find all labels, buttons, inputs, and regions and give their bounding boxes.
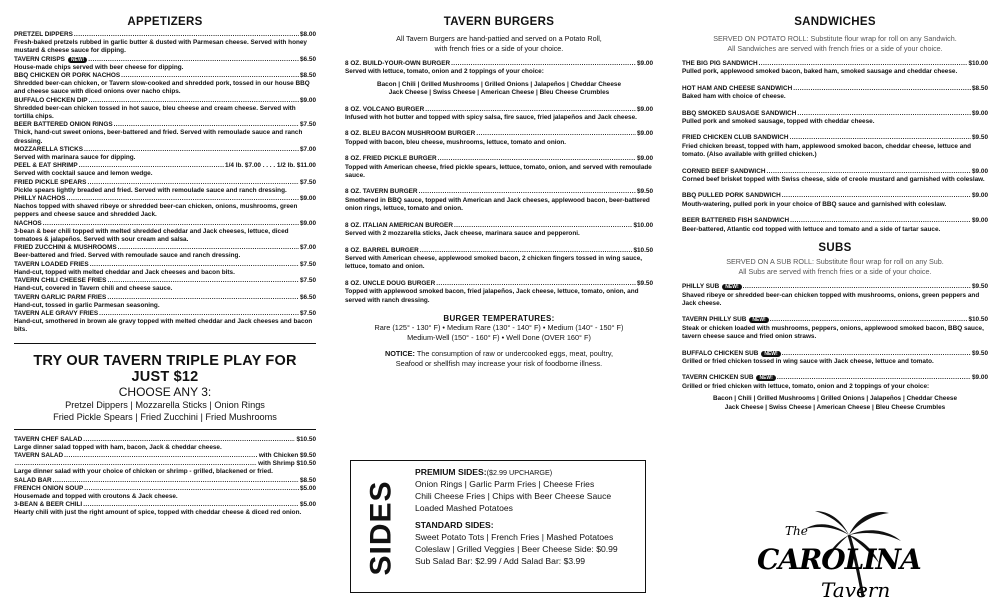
subs-list xyxy=(682,283,988,391)
dot-leader xyxy=(797,110,971,118)
menu-item-row xyxy=(345,222,653,230)
dot-leader xyxy=(118,244,299,252)
menu-item-price: $9.00 xyxy=(972,374,988,382)
dot-leader xyxy=(425,106,636,114)
menu-item-price: $9.50 xyxy=(637,188,653,196)
menu-item: FRENCH ONION SOUP ..... $5.00 xyxy=(14,485,316,493)
menu-item-desc: Corned beef brisket topped with Swiss cheese, side of creole mustard and garnished with coleslaw. xyxy=(682,176,985,184)
menu-item-row xyxy=(14,244,316,252)
menu-item-desc: Served with American cheese, applewood smoked bacon, 2 chicken fingers tossed in wing sauce, lettuce, tomato and onion. xyxy=(345,254,643,271)
menu-item-desc: Topped with American cheese, fried pickle spears, lettuce, tomato, onion, and served with remoulade sauce. xyxy=(345,163,652,180)
menu-item-name: HOT HAM AND CHEESE SANDWICH xyxy=(682,84,793,92)
logo-the: The xyxy=(785,524,808,538)
menu-item: 3-BEAN & BEER CHILI ..... $5.00 xyxy=(14,501,316,509)
dot-leader xyxy=(90,261,299,269)
menu-item xyxy=(682,217,988,234)
menu-item-name: PHILLY SUB xyxy=(682,283,720,291)
menu-item-row xyxy=(14,97,316,105)
menu-item-name: 8 OZ. FRIED PICKLE BURGER xyxy=(345,155,437,163)
dot-leader xyxy=(88,56,299,64)
dot-leader xyxy=(43,220,299,228)
dot-leader xyxy=(87,179,299,187)
menu-item-row xyxy=(14,277,316,285)
menu-item xyxy=(682,283,988,308)
menu-item-price: $10.00 xyxy=(633,221,653,229)
dot-leader xyxy=(420,247,633,255)
menu-item-desc: Hand-cut, smothered in brown ale gravy topped with melted cheddar and Jack cheeses and bacon bits. xyxy=(14,318,313,334)
menu-item-row xyxy=(682,134,988,142)
new-badge: NEW! xyxy=(761,351,780,357)
menu-item-price: $9.50 xyxy=(972,283,988,291)
menu-item-name: BUFFALO CHICKEN SUB xyxy=(682,349,759,357)
dot-leader xyxy=(84,146,299,154)
sub-toppings-1: Bacon | Chili | Grilled Mushrooms | Grilled Onions | Jalapeños | Cheddar Cheese xyxy=(712,395,958,403)
menu-item-price: $10.50 xyxy=(633,246,653,254)
menu-item-name: NACHOS xyxy=(14,219,42,227)
dot-leader xyxy=(782,192,971,200)
sub-toppings-2: Jack Cheese | Swiss Cheese | American Cheese | Bleu Cheese Crumbles xyxy=(724,403,946,411)
notice-text-2: Seafood or shellfish may increase your risk of foodborne illness. xyxy=(395,358,603,368)
menu-item-row xyxy=(14,31,316,39)
menu-item-desc: Hand-cut, tossed in garlic Parmesan seasoning. xyxy=(14,301,160,309)
side-line: Loaded Mashed Potatoes xyxy=(415,503,513,513)
menu-item-row xyxy=(682,85,988,93)
menu-item-price: $7.50 xyxy=(300,277,316,285)
new-badge: NEW! xyxy=(749,317,768,323)
menu-item xyxy=(14,244,316,260)
menu-item xyxy=(14,294,316,310)
dot-leader xyxy=(454,222,633,230)
side-line: Coleslaw | Grilled Veggies | Beer Cheese Side: $0.99 xyxy=(415,544,618,554)
sides-content xyxy=(415,467,643,567)
menu-item-name: BEER BATTERED ONION RINGS xyxy=(14,121,113,129)
dot-leader xyxy=(99,310,299,318)
menu-item xyxy=(682,192,988,209)
dot-leader xyxy=(793,85,971,93)
menu-item xyxy=(682,316,988,341)
menu-item-price: $7.50 xyxy=(300,178,316,186)
burger-toppings-1: Bacon | Chili | Grilled Mushrooms | Grilled Onions | Jalapeños | Cheddar Cheese xyxy=(376,80,622,88)
dot-leader xyxy=(766,168,971,176)
menu-item-row xyxy=(14,220,316,228)
menu-item-price: $9.00 xyxy=(637,105,653,113)
triple-play-choices-1: Pretzel Dippers | Mozzarella Sticks | Onion Rings xyxy=(65,399,265,410)
menu-item-name: TAVERN ALE GRAVY FRIES xyxy=(14,309,99,317)
dot-leader xyxy=(114,121,299,129)
menu-item-desc: Smothered in BBQ sauce, topped with American and Jack cheeses, applewood bacon, beer-battered onion rings, lettuce, tomato and onion. xyxy=(345,196,650,213)
menu-item-row xyxy=(682,283,988,291)
menu-item-desc: Shredded beer-can chicken tossed in hot sauce, bleu cheese and cream cheese. Served with tortilla chips. xyxy=(14,104,296,121)
menu-item-row xyxy=(682,168,988,176)
sides-vertical-title: SIDES xyxy=(365,479,398,576)
sandwiches-intro-1: SERVED ON POTATO ROLL: Substitute flour wrap for roll on any Sandwich. xyxy=(713,34,957,43)
menu-item-row xyxy=(14,261,316,269)
dot-leader xyxy=(67,195,300,203)
menu-item-price: $9.00 xyxy=(972,109,988,117)
dot-leader xyxy=(107,277,299,285)
menu-item-name: PEEL & EAT SHRIMP xyxy=(14,162,78,170)
menu-item-desc: Hand-cut, covered in Tavern chili and cheese sauce. xyxy=(14,285,173,293)
menu-item-desc: 3-bean & beer chili topped with melted shredded cheddar and Jack cheeses, lettuce, diced tomatoes & jalapeños. Served with sour cream and salsa. xyxy=(14,227,289,244)
menu-item-row xyxy=(345,106,653,114)
menu-item-desc: Hearty chili with just the right amount of spice, topped with cheddar cheese & diced red onion. xyxy=(14,509,302,517)
menu-item xyxy=(14,146,316,162)
menu-item-name: 8 OZ. BLEU BACON MUSHROOM BURGER xyxy=(345,130,476,138)
menu-item xyxy=(14,97,316,122)
sandwiches-intro-2: All Sandwiches are served with french fries or a side of your choice. xyxy=(727,44,943,53)
new-badge: NEW! xyxy=(68,57,87,63)
menu-item xyxy=(682,350,988,367)
menu-item-name: 8 OZ. UNCLE DOUG BURGER xyxy=(345,279,436,287)
menu-item xyxy=(345,60,653,98)
side-line: Onion Rings | Garlic Parm Fries | Cheese Fries xyxy=(415,479,595,489)
menu-item xyxy=(682,168,988,185)
menu-item-price: $9.00 xyxy=(972,167,988,175)
menu-item-desc: Large dinner salad topped with ham, bacon, Jack & cheddar cheese. xyxy=(14,443,222,451)
dot-leader xyxy=(743,283,971,291)
choose-any-label: CHOOSE ANY 3: xyxy=(118,384,212,399)
appetizers-title: APPETIZERS xyxy=(127,16,203,28)
menu-item-name: TAVERN PHILLY SUB xyxy=(682,316,747,324)
menu-item-price: $10.00 xyxy=(968,60,988,67)
sides-box xyxy=(350,460,646,593)
dot-leader xyxy=(759,60,968,68)
menu-item-price: $7.00 xyxy=(300,145,316,153)
dot-leader xyxy=(770,316,968,324)
menu-item-desc: Large dinner salad with your choice of chicken or shrimp - grilled, blackened or fried. xyxy=(14,468,273,476)
menu-item-name: MOZZARELLA STICKS xyxy=(14,145,83,153)
menu-item-desc: Shaved ribeye or shredded beer-can chicken topped with mushrooms, onions, green peppers and Jack cheese. xyxy=(682,291,980,307)
menu-item-desc: Steak or chicken loaded with mushrooms, peppers, onions, applewood smoked bacon, BBQ sauce, tavern cheese sauce and fried onion straws. xyxy=(682,324,984,341)
menu-item-price: $7.50 xyxy=(300,121,316,129)
dot-leader xyxy=(121,72,299,80)
menu-item xyxy=(345,222,653,239)
menu-item-name: 8 OZ. BARREL BURGER xyxy=(345,246,419,254)
menu-item-desc: Mouth-watering, pulled pork in your choice of BBQ sauce and garnished with coleslaw. xyxy=(682,200,947,208)
menu-item-name: FRIED CHICKEN CLUB SANDWICH xyxy=(682,134,789,142)
menu-item-name: TAVERN CHICKEN SUB xyxy=(682,374,754,382)
menu-item-name: FRIED PICKLE SPEARS xyxy=(14,178,87,186)
menu-item-row xyxy=(345,60,653,68)
menu-item-row xyxy=(14,121,316,129)
side-line: Chili Cheese Fries | Chips with Beer Cheese Sauce xyxy=(415,491,612,501)
menu-item xyxy=(682,60,988,77)
menu-item-price: $7.00 xyxy=(300,244,316,252)
dot-leader xyxy=(451,60,636,68)
menu-item: SALAD BAR ..... $8.50 xyxy=(14,477,316,485)
menu-item-desc: Fried chicken breast, topped with ham, applewood smoked bacon, cheddar cheese, lettuce and tomato. (Also available with grilled chicken.) xyxy=(682,142,972,159)
carolina-tavern-logo xyxy=(745,505,925,603)
menu-item-name: FRIED ZUCCHINI & MUSHROOMS xyxy=(14,244,117,252)
menu-item-name: 8 OZ. ITALIAN AMERICAN BURGER xyxy=(345,221,453,229)
menu-item-desc: Infused with hot butter and topped with spicy salsa, fire sauce, fried jalapeños and Jack cheese. xyxy=(345,114,637,122)
menu-item-desc: House-made chips served with beer cheese for dipping. xyxy=(14,63,184,71)
menu-item-desc: Beer-battered, Atlantic cod topped with lettuce and tomato and a side of tartar sauce. xyxy=(682,225,941,233)
menu-item-name: BBQ PULLED PORK SANDWICH xyxy=(682,192,781,200)
menu-item-row xyxy=(14,179,316,187)
menu-item-price: $10.50 xyxy=(968,316,988,324)
menu-item-desc: Thick, hand-cut sweet onions, beer-battered and fried. Served with remoulade sauce and ranch dressing. xyxy=(14,129,303,145)
menu-item-desc: Served with cocktail sauce and lemon wedge. xyxy=(14,170,153,178)
menu-item xyxy=(14,310,316,335)
menu-item xyxy=(345,130,653,147)
menu-item-name: 8 OZ. BUILD-YOUR-OWN BURGER xyxy=(345,60,451,67)
dot-leader xyxy=(74,31,299,39)
menu-item-row xyxy=(682,374,988,382)
burger-temps-2: Medium-Well (150° - 160° F) • Well Done (OVER 160° F) xyxy=(407,332,591,342)
menu-item-name: TAVERN LOADED FRIES xyxy=(14,260,89,268)
menu-item-name: TAVERN GARLIC PARM FRIES xyxy=(14,293,107,301)
menu-item xyxy=(682,374,988,391)
menu-item-price: $9.00 xyxy=(637,60,653,67)
burger-temps-1: Rare (125° - 130° F) • Medium Rare (130° - 140° F) • Medium (140° - 150° F) xyxy=(374,322,624,332)
menu-item xyxy=(14,261,316,277)
subs-intro-1: SERVED ON A SUB ROLL: Substitute flour wrap for roll on any Sub. xyxy=(726,257,944,267)
menu-item-desc: Beer-battered and fried. Served with remoulade sauce and ranch dressing. xyxy=(14,252,241,260)
subs-title: SUBS xyxy=(818,242,852,255)
menu-item-row xyxy=(14,195,316,203)
menu-item xyxy=(345,155,653,180)
dot-leader xyxy=(79,162,224,170)
menu-item: TAVERN CHEF SALAD ..... $10.50 xyxy=(14,436,316,444)
menu-item-name: 8 OZ. TAVERN BURGER xyxy=(345,188,418,196)
menu-item-row xyxy=(14,56,316,64)
menu-item xyxy=(682,134,988,159)
menu-item-row xyxy=(345,280,653,288)
menu-item-desc: Nachos topped with shaved ribeye or shredded beer-can chicken, onions, mushrooms, green peppers and cheese sauce and shredded Jack. xyxy=(14,203,298,219)
menu-item-price: $9.50 xyxy=(972,134,988,142)
menu-item-desc: Topped with applewood smoked bacon, fried jalapeños, Jack cheese, lettuce, tomato, onion, and served with ranch dressing. xyxy=(345,288,639,304)
menu-item-row xyxy=(682,217,988,225)
menu-item-desc: Served with marinara sauce for dipping. xyxy=(14,154,136,162)
dot-leader xyxy=(438,155,636,163)
dot-leader xyxy=(790,217,971,225)
side-line: Sweet Potato Tots | French Fries | Mashed Potatoes xyxy=(415,532,614,542)
menu-item-desc: Hand-cut, topped with melted cheddar and Jack cheeses and bacon bits. xyxy=(14,268,235,276)
menu-item-price: $9.00 xyxy=(972,192,988,200)
menu-item-price-line: ..... with Shrimp $10.50 xyxy=(14,460,316,468)
triple-play-choices-2: Fried Pickle Spears | Fried Zucchini | Fried Mushrooms xyxy=(53,411,277,422)
menu-item-row xyxy=(14,72,316,80)
menu-item xyxy=(14,195,316,220)
side-line: Sub Salad Bar: $2.99 / Add Salad Bar: $3.99 xyxy=(415,556,586,566)
menu-item-name: BEER BATTERED FISH SANDWICH xyxy=(682,217,790,225)
menu-item-price: $6.50 xyxy=(300,55,316,63)
menu-item-name: TAVERN CHILI CHEESE FRIES xyxy=(14,277,107,285)
menu-item-desc: Served with lettuce, tomato, onion and 2 toppings of your choice: xyxy=(345,68,544,76)
menu-item-name: PRETZEL DIPPERS xyxy=(14,31,73,38)
menu-item xyxy=(345,247,653,272)
menu-item-row xyxy=(682,350,988,358)
burger-temps-title: BURGER TEMPERATURES: xyxy=(443,313,555,323)
dot-leader xyxy=(782,350,971,358)
menu-item-desc: Served with 2 mozzarella sticks, Jack cheese, marinara sauce and pepperoni. xyxy=(345,230,580,238)
menu-item-name: THE BIG PIG SANDWICH xyxy=(682,60,758,67)
dot-leader xyxy=(777,374,971,382)
menu-item-price: $9.00 xyxy=(300,219,316,227)
menu-item-price: $9.00 xyxy=(637,130,653,138)
appetizers-column xyxy=(14,0,316,607)
subs-intro-2: All Subs are served with french fries or a side of your choice. xyxy=(738,267,932,277)
menu-item-price: $9.50 xyxy=(637,279,653,287)
dot-leader xyxy=(89,97,300,105)
burgers-title: TAVERN BURGERS xyxy=(443,16,555,28)
menu-item-row xyxy=(345,155,653,163)
logo-tavern: Tavern xyxy=(821,578,891,602)
menu-item-price: $9.50 xyxy=(972,349,988,357)
burger-toppings-2: Jack Cheese | Swiss Cheese | American Cheese | Bleu Cheese Crumbles xyxy=(388,89,610,97)
menu-item xyxy=(345,106,653,123)
burgers-intro-1: All Tavern Burgers are hand-pattied and served on a Potato Roll, xyxy=(396,34,602,43)
menu-item xyxy=(345,188,653,213)
notice-text: NOTICE: The consumption of raw or undercooked eggs, meat, poultry, xyxy=(384,348,614,358)
menu-item-desc: Baked ham with choice of cheese. xyxy=(682,93,786,101)
dot-leader xyxy=(419,188,636,196)
standard-sides-title: STANDARD SIDES: xyxy=(415,520,494,530)
new-badge: NEW! xyxy=(722,284,741,290)
menu-item-desc: Shredded beer-can chicken, or Tavern slow-cooked and shredded pork, tossed in our house BBQ and cheese sauce with diced onions over nacho chips. xyxy=(14,80,310,96)
menu-item: TAVERN SALAD ..... with Chicken $9.50 xyxy=(14,452,316,460)
dot-leader xyxy=(436,280,636,288)
menu-item-row xyxy=(682,110,988,118)
menu-item-row xyxy=(14,310,316,318)
menu-item xyxy=(345,280,653,305)
menu-item-price: $9.00 xyxy=(972,217,988,225)
menu-item-desc: Grilled or fried chicken tossed in wing sauce with Jack cheese, lettuce and tomato. xyxy=(682,357,934,365)
sandwiches-list xyxy=(682,60,988,234)
menu-item-name: CORNED BEEF SANDWICH xyxy=(682,167,766,175)
logo-carolina: CAROLINA xyxy=(757,543,921,576)
menu-item-price: $9.00 xyxy=(637,155,653,163)
menu-item-name: PHILLY NACHOS xyxy=(14,195,66,203)
menu-item-desc: Topped with bacon, bleu cheese, mushrooms, lettuce, tomato and onion. xyxy=(345,138,567,146)
menu-item-name: BUFFALO CHICKEN DIP xyxy=(14,96,88,104)
menu-item xyxy=(14,72,316,97)
menu-item-desc: Fresh-baked pretzels rubbed in garlic butter & dusted with Parmesan cheese. Served with honey mustard & cheese sauce for dipping. xyxy=(14,39,307,55)
menu-item-price: $7.50 xyxy=(300,309,316,317)
menu-item xyxy=(14,277,316,293)
menu-item xyxy=(14,179,316,195)
menu-item-price: $8.50 xyxy=(300,72,316,80)
menu-item-price: $7.50 xyxy=(300,260,316,268)
menu-item xyxy=(14,56,316,72)
menu-item-desc: Housemade and topped with croutons & Jack cheese. xyxy=(14,492,178,500)
menu-item-price: $9.00 xyxy=(300,195,316,203)
menu-item-row xyxy=(14,162,316,170)
dot-leader xyxy=(476,130,636,138)
menu-item xyxy=(14,220,316,245)
menu-item-row xyxy=(345,247,653,255)
menu-item-name: 8 OZ. VOLCANO BURGER xyxy=(345,105,425,113)
menu-item-desc: Pulled pork and smoked sausage, topped with cheddar cheese. xyxy=(682,118,875,126)
menu-item-name: TAVERN CRISPS xyxy=(14,55,65,63)
menu-item-price: $6.50 xyxy=(300,293,316,301)
menu-item-name: BBQ CHICKEN OR PORK NACHOS xyxy=(14,72,121,80)
menu-item-row xyxy=(14,294,316,302)
divider xyxy=(14,429,316,430)
burgers-intro-2: with french fries or a side of your choice. xyxy=(434,44,564,53)
dot-leader xyxy=(107,294,299,302)
new-badge: NEW! xyxy=(756,375,775,381)
menu-item xyxy=(682,85,988,102)
menu-item-row xyxy=(682,60,988,68)
salads-soups-list xyxy=(14,436,316,518)
sandwiches-title: SANDWICHES xyxy=(794,16,876,28)
menu-item-row xyxy=(682,316,988,324)
menu-item-desc: Pickle spears lightly breaded and fried. Served with remoulade sauce and ranch dressing. xyxy=(14,186,287,194)
appetizers-list xyxy=(14,31,316,335)
menu-item-row xyxy=(345,188,653,196)
dot-leader xyxy=(790,134,971,142)
menu-item-desc: Grilled or fried chicken with lettuce, tomato, onion and 2 toppings of your choice: xyxy=(682,382,930,390)
triple-play-title: TRY OUR TAVERN TRIPLE PLAY FOR JUST $12 xyxy=(33,352,297,385)
divider xyxy=(14,343,316,344)
menu-item-desc: Pulled pork, applewood smoked bacon, baked ham, smoked sausage and cheddar cheese. xyxy=(682,68,958,76)
menu-item xyxy=(682,110,988,127)
menu-item-name: BBQ SMOKED SAUSAGE SANDWICH xyxy=(682,109,797,117)
menu-item-price: $8.50 xyxy=(972,84,988,92)
menu-item-row xyxy=(14,146,316,154)
menu-item xyxy=(14,162,316,178)
menu-item-row xyxy=(682,192,988,200)
menu-item-price: 1/4 lb. $7.00 . . . . 1/2 lb. $11.00 xyxy=(225,162,316,170)
menu-item xyxy=(14,121,316,146)
burgers-list xyxy=(345,60,653,305)
menu-item-price: $9.00 xyxy=(300,96,316,104)
menu-item-price: $8.00 xyxy=(300,31,316,38)
menu-item-row xyxy=(345,130,653,138)
premium-sides-title: PREMIUM SIDES:($2.99 UPCHARGE) xyxy=(415,467,553,477)
menu-item xyxy=(14,31,316,56)
